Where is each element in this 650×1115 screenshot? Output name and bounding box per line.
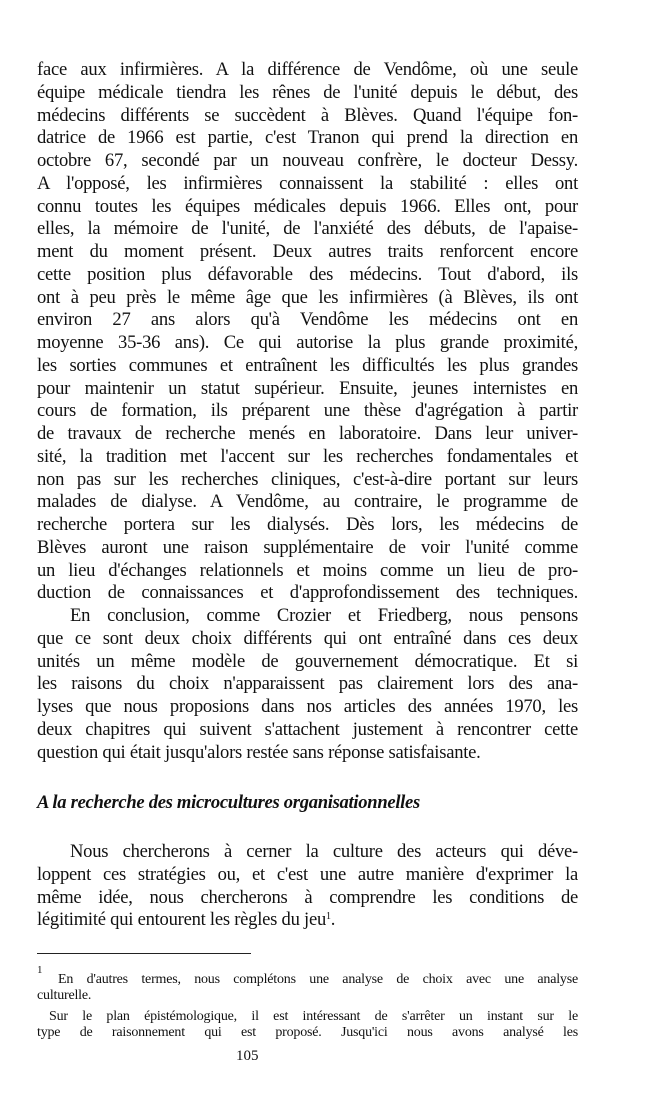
- text-line: médecins différents se succèdent à Blèves. Quand l'équipe fon-: [37, 104, 578, 126]
- text-line: connu toutes les équipes médicales depuis 1966. Elles ont, pour: [37, 195, 578, 217]
- text-line: loppent ces stratégies ou, et c'est une autre manière d'exprimer la: [37, 863, 578, 885]
- footnote-mark: 1: [37, 964, 43, 976]
- footnote-line: type de raisonnement qui est proposé. Jusqu'ici nous avons analysé les: [37, 1025, 578, 1040]
- text-line: octobre 67, secondé par un nouveau confrère, le docteur Dessy.: [37, 150, 578, 171]
- text-line: face aux infirmières. A la différence de Vendôme, où une seule: [37, 59, 578, 80]
- text-line: Blèves auront une raison supplémentaire de voir l'unité comme: [37, 536, 578, 558]
- text-line: unités un même modèle de gouvernement démocratique. Et si: [37, 650, 578, 672]
- text-line: malades de dialyse. A Vendôme, au contraire, le programme de: [37, 491, 578, 513]
- footnote-divider: [37, 953, 251, 954]
- text-line: un lieu d'échanges relationnels et moins comme un lieu de pro-: [37, 559, 578, 581]
- text-line: équipe médicale tiendra les rênes de l'unité depuis le début, des: [37, 81, 578, 103]
- footnote-line: Sur le plan épistémologique, il est intéressant de s'arrêter un instant sur le: [49, 1009, 578, 1024]
- text-line: non pas sur les recherches cliniques, c'est-à-dire portant sur leurs: [37, 468, 578, 490]
- text-line: cours de formation, ils préparent une thèse d'agrégation à partir: [37, 400, 578, 422]
- text-line: deux chapitres qui suivent s'attachent justement à rencontrer cette: [37, 718, 578, 740]
- text-line-content: légitimité qui entourent les règles du jeu: [37, 909, 326, 931]
- text-line: les sorties communes et entraînent les difficultés les plus grandes: [37, 354, 578, 376]
- footnote-line: En d'autres termes, nous complétons une analyse de choix avec une analyse: [58, 972, 578, 987]
- text-line: datrice de 1966 est partie, c'est Tranon qui prend la direction en: [37, 127, 578, 149]
- text-line: les raisons du choix n'apparaissent pas clairement lors des ana-: [37, 673, 578, 695]
- text-line: pour maintenir un statut supérieur. Ensuite, jeunes internistes en: [37, 377, 578, 399]
- text-line: environ 27 ans alors qu'à Vendôme les médecins ont en: [37, 309, 578, 331]
- text-line: [37, 909, 578, 931]
- text-line: de travaux de recherche menés en laboratoire. Dans leur univer-: [37, 423, 578, 444]
- text-line: moyenne 35-36 ans). Ce qui autorise la plus grande proximité,: [37, 332, 578, 353]
- text-line: même idée, nous chercherons à comprendre les conditions de: [37, 886, 578, 908]
- text-line: question qui était jusqu'alors restée sans réponse satisfaisante.: [37, 741, 481, 763]
- text-line: A l'opposé, les infirmières connaissent la stabilité : elles ont: [37, 172, 578, 194]
- text-line: que ce sont deux choix différents qui ont entraîné dans ces deux: [37, 627, 578, 649]
- text-line: ment du moment présent. Deux autres traits renforcent encore: [37, 241, 578, 262]
- text-line: Nous chercherons à cerner la culture des acteurs qui déve-: [70, 841, 578, 862]
- section-heading: A la recherche des microcultures organisationnelles: [37, 792, 420, 813]
- text-line: En conclusion, comme Crozier et Friedberg, nous pensons: [70, 605, 578, 626]
- footnote-line: culturelle.: [37, 988, 92, 1003]
- page-number: 105: [236, 1048, 259, 1064]
- text-line: ont à peu près le même âge que les infirmières (à Blèves, ils ont: [37, 286, 578, 308]
- text-line: elles, la mémoire de l'unité, de l'anxiété des débuts, de l'apaise-: [37, 218, 578, 240]
- text-line: cette position plus défavorable des médecins. Tout d'abord, ils: [37, 263, 578, 285]
- period: .: [330, 909, 336, 931]
- text-line: sité, la tradition met l'accent sur les recherches fondamentales et: [37, 445, 578, 467]
- text-line: duction de connaissances et d'approfondissement des techniques.: [37, 582, 578, 604]
- text-line: recherche portera sur les dialysés. Dès lors, les médecins de: [37, 514, 578, 535]
- text-line: lyses que nous proposions dans nos articles des années 1970, les: [37, 696, 578, 717]
- footnote-reference[interactable]: 1: [326, 911, 331, 923]
